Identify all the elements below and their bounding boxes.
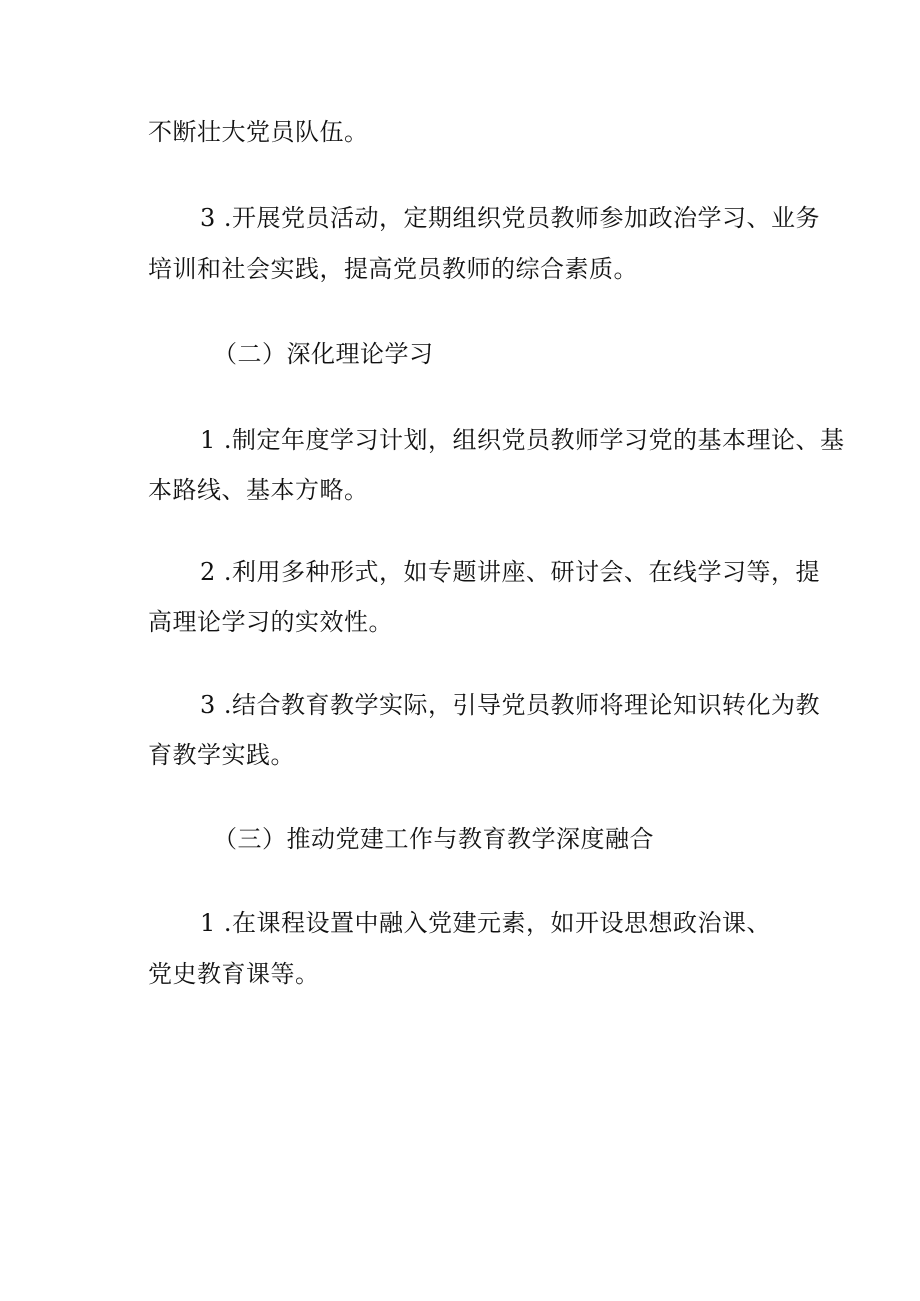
paragraph-line-1: 不断壮大党员队伍。 xyxy=(148,118,369,146)
list-item-3-line-1: 3 .开展党员活动，定期组织党员教师参加政治学习、业务 xyxy=(200,204,821,232)
list-item-3b-line-1: 3 .结合教育教学实际，引导党员教师将理论知识转化为教 xyxy=(200,691,821,719)
list-item-1-line-1: 1 .制定年度学习计划，组织党员教师学习党的基本理论、基 xyxy=(200,426,845,454)
list-item-1b-line-1: 1 .在课程设置中融入党建元素，如开设思想政治课、 xyxy=(200,909,772,937)
section-heading-2: （二）深化理论学习 xyxy=(213,340,434,368)
list-item-3b-line-2: 育教学实践。 xyxy=(148,741,295,769)
list-item-1b-line-2: 党史教育课等。 xyxy=(148,960,320,988)
list-item-3-line-2: 培训和社会实践，提高党员教师的综合素质。 xyxy=(148,255,638,283)
list-item-2-line-1: 2 .利用多种形式，如专题讲座、研讨会、在线学习等，提 xyxy=(200,558,821,586)
list-item-2-line-2: 高理论学习的实效性。 xyxy=(148,608,393,636)
section-heading-3: （三）推动党建工作与教育教学深度融合 xyxy=(213,825,654,853)
list-item-1-line-2: 本路线、基本方略。 xyxy=(148,476,369,504)
